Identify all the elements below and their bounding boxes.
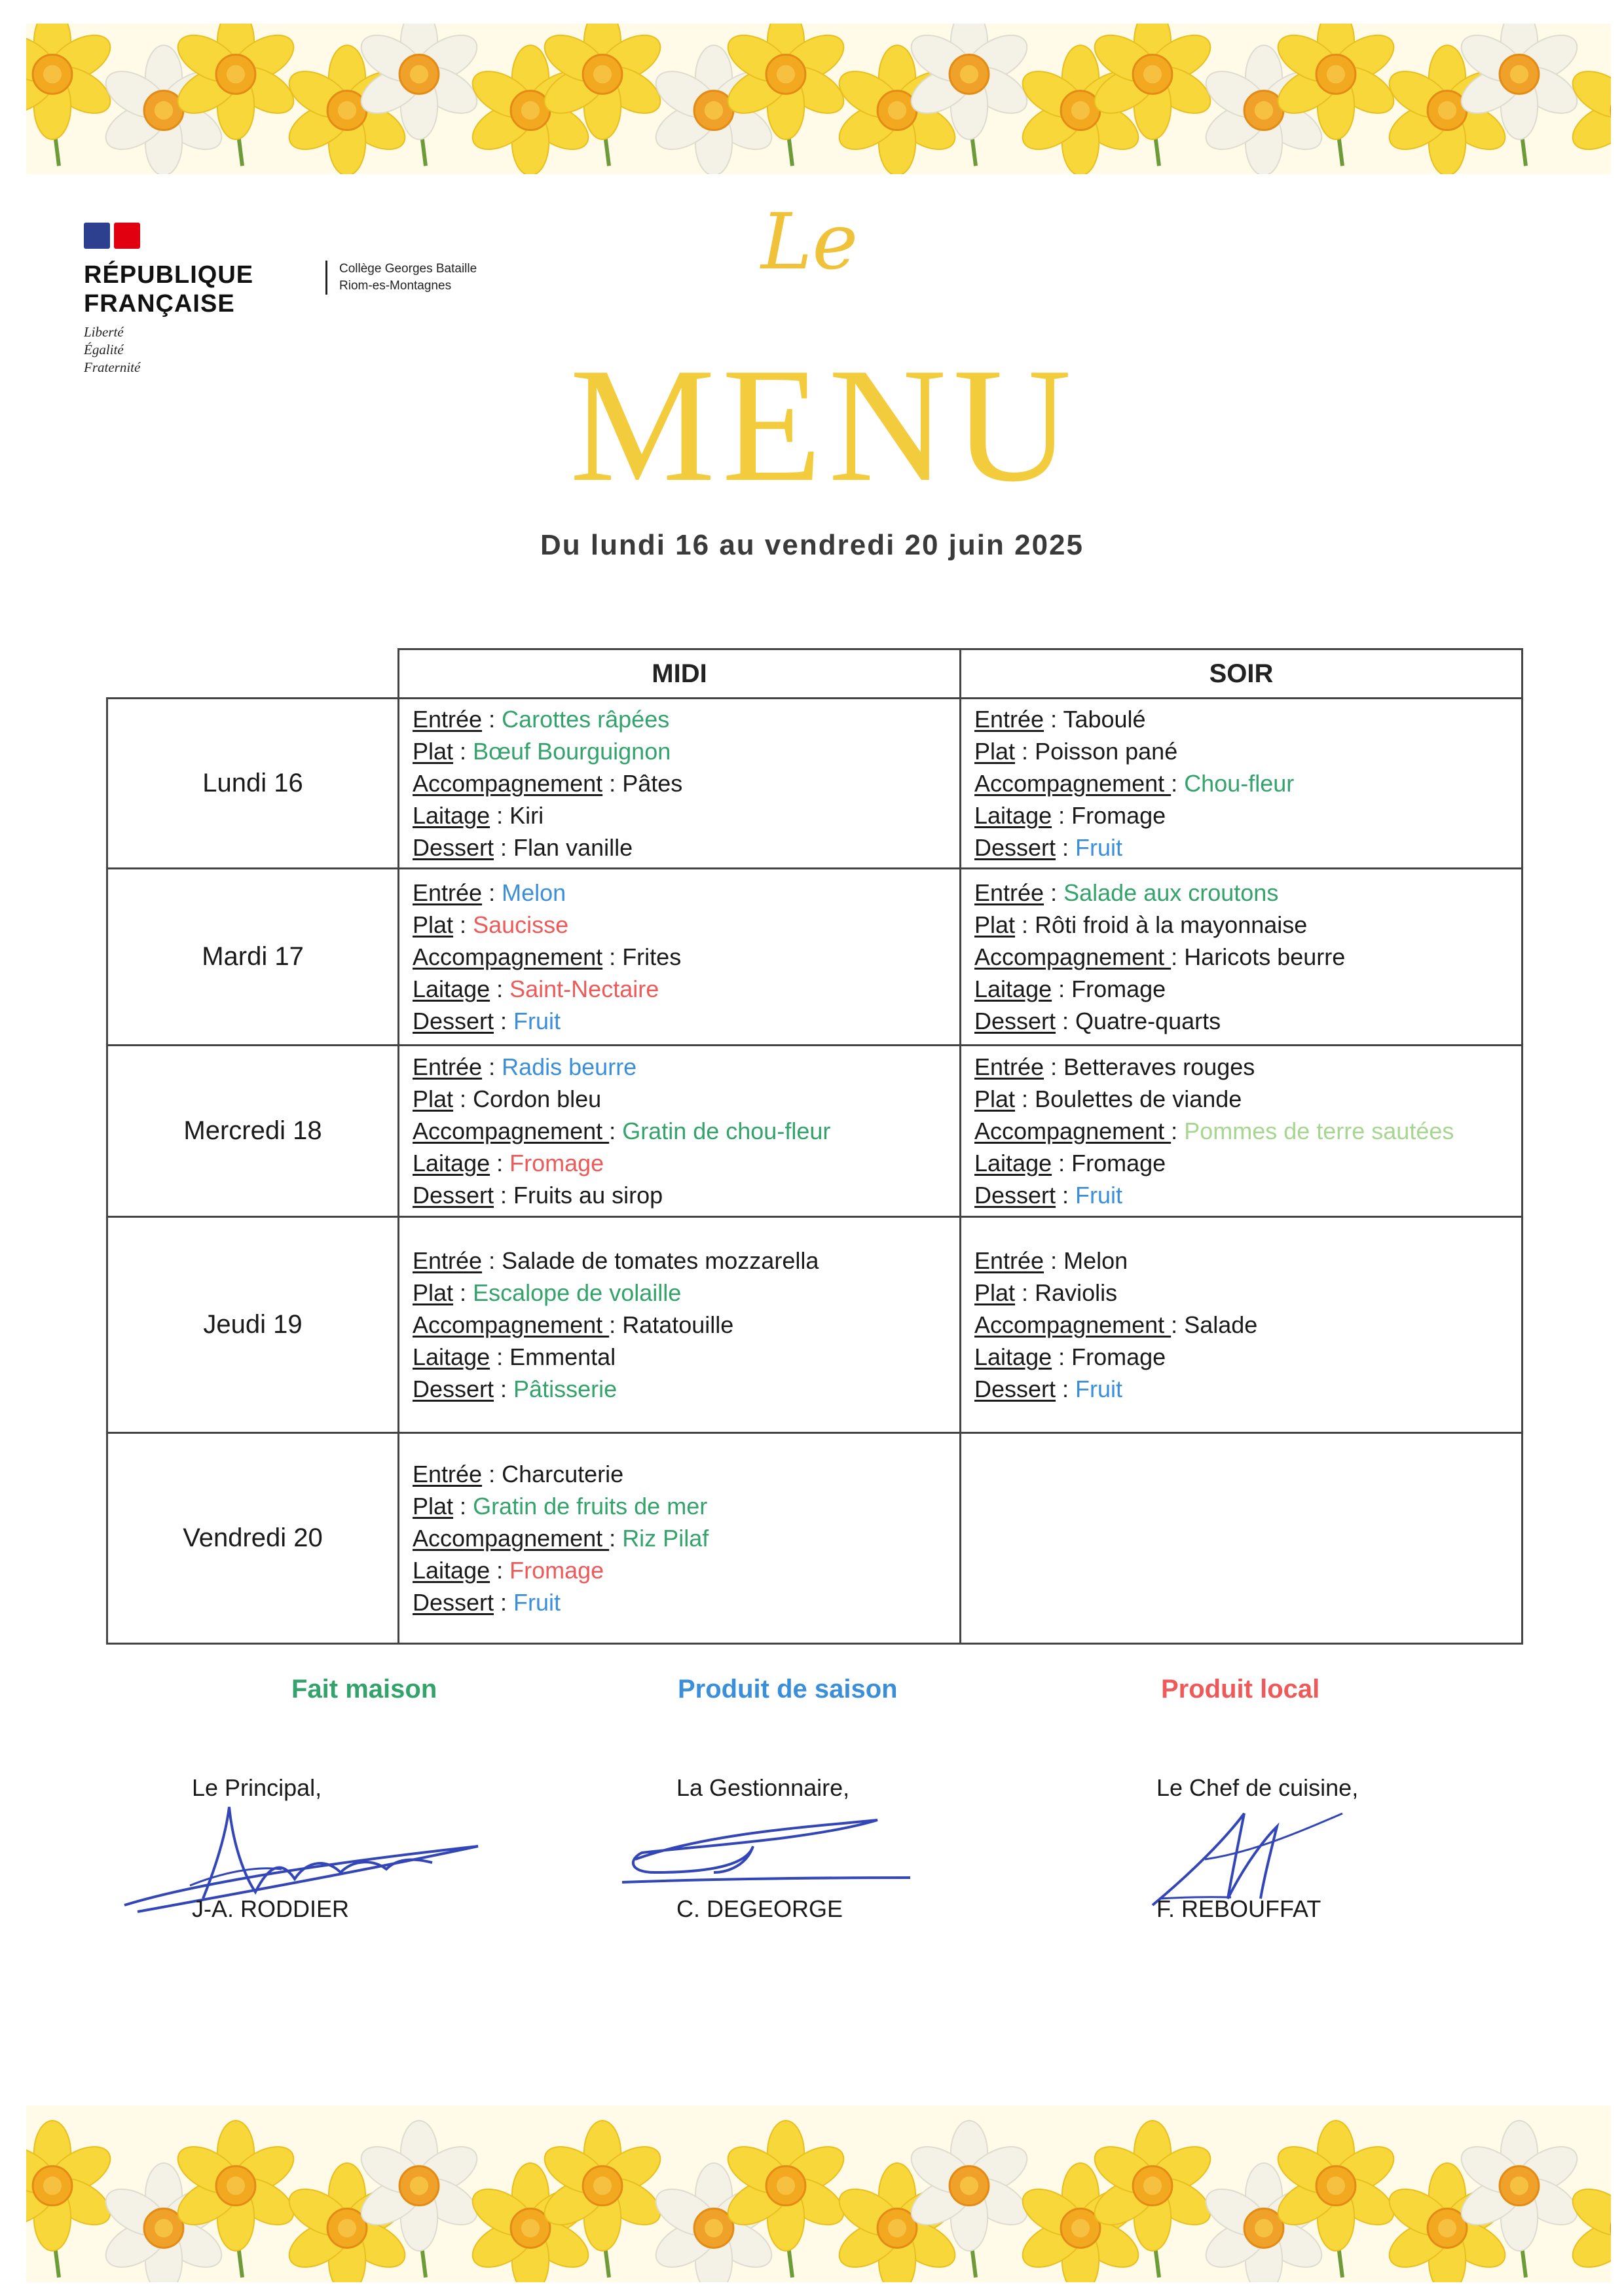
menu-item-separator: : <box>490 1557 510 1584</box>
signature-title-chef: Le Chef de cuisine, <box>1156 1774 1359 1801</box>
menu-item-value: Pommes de terre sautées <box>1184 1118 1454 1144</box>
menu-item-separator: : <box>453 911 473 938</box>
menu-item-label: Plat <box>974 738 1016 765</box>
menu-item-label: Entrée <box>413 879 483 906</box>
menu-item-value: Carottes râpées <box>502 706 670 733</box>
menu-cell-soir <box>961 1046 1522 1217</box>
menu-item-separator: : <box>453 1279 473 1306</box>
menu-item <box>413 1005 946 1037</box>
menu-item-value: Charcuterie <box>502 1461 624 1487</box>
menu-item <box>974 1115 1508 1147</box>
menu-item-separator: : <box>609 1311 623 1338</box>
college-name-line-1: Collège Georges Bataille <box>339 262 477 276</box>
menu-item-label: Laitage <box>413 802 490 829</box>
menu-item-separator: : <box>1044 879 1064 906</box>
menu-item-separator: : <box>494 1376 514 1402</box>
menu-item <box>413 1083 946 1115</box>
signature-title-principal: Le Principal, <box>192 1774 322 1801</box>
menu-item <box>413 1051 946 1083</box>
table-row <box>107 699 1522 869</box>
day-label: Lundi 16 <box>107 699 399 869</box>
menu-item-separator: : <box>482 1053 502 1080</box>
menu-item-label: Dessert <box>413 1376 494 1402</box>
menu-item-label: Entrée <box>974 706 1044 733</box>
motto-liberte: Liberté <box>84 324 124 340</box>
menu-item <box>974 1051 1508 1083</box>
menu-item <box>413 909 946 941</box>
menu-item-separator: : <box>490 802 510 829</box>
menu-item-separator: : <box>1044 1053 1064 1080</box>
menu-item-separator: : <box>494 834 514 861</box>
menu-item-value: Gratin de chou-fleur <box>622 1118 831 1144</box>
menu-item-value: Frites <box>622 943 682 970</box>
menu-cell-soir <box>961 869 1522 1046</box>
menu-item <box>413 767 946 799</box>
menu-body <box>107 699 1522 1644</box>
menu-item-label: Dessert <box>413 1182 494 1209</box>
menu-cell-soir <box>961 1433 1522 1644</box>
table-row <box>107 1433 1522 1644</box>
menu-item <box>413 831 946 864</box>
legend-produit-de-saison: Produit de saison <box>678 1675 898 1704</box>
menu-item <box>974 799 1508 831</box>
signature-name-principal: J-A. RODDIER <box>192 1895 350 1922</box>
table-header-row <box>107 649 1522 699</box>
menu-item-separator: : <box>453 738 473 765</box>
menu-item <box>413 1309 946 1341</box>
menu-item-separator: : <box>490 975 510 1002</box>
menu-item-value: Saucisse <box>473 911 569 938</box>
menu-item-value: Fruit <box>1075 834 1123 861</box>
menu-item-label: Accompagnement <box>413 1118 610 1144</box>
menu-item-value: Emmental <box>509 1343 616 1370</box>
menu-item <box>974 1179 1508 1211</box>
menu-item-separator: : <box>1015 1085 1035 1112</box>
menu-item-value: Riz Pilaf <box>622 1525 709 1552</box>
menu-item-label: Plat <box>413 911 454 938</box>
menu-item-label: Accompagnement <box>974 1118 1172 1144</box>
menu-item-label: Entrée <box>974 1247 1044 1274</box>
menu-item-separator: : <box>482 879 502 906</box>
menu-item <box>974 767 1508 799</box>
table-row <box>107 1046 1522 1217</box>
menu-item-separator: : <box>609 1525 623 1552</box>
menu-cell-midi <box>399 1217 961 1433</box>
motto-fraternite: Fraternité <box>84 359 141 375</box>
menu-item-separator: : <box>602 943 623 970</box>
menu-item-value: Salade <box>1184 1311 1258 1338</box>
day-label: Mardi 17 <box>107 869 399 1046</box>
menu-item-label: Laitage <box>413 1343 490 1370</box>
menu-cell-soir <box>961 1217 1522 1433</box>
menu-item-separator: : <box>453 1493 473 1520</box>
menu-item-separator: : <box>453 1085 473 1112</box>
menu-item-label: Accompagnement <box>974 770 1172 797</box>
menu-item-separator: : <box>494 1182 514 1209</box>
menu-item-label: Laitage <box>974 1343 1052 1370</box>
menu-item-value: Betteraves rouges <box>1063 1053 1255 1080</box>
menu-item <box>413 1245 946 1277</box>
menu-item-separator: : <box>1052 1150 1072 1176</box>
menu-item-label: Accompagnement <box>413 1525 610 1552</box>
menu-cell-soir <box>961 699 1522 869</box>
menu-item-value: Fruit <box>513 1589 561 1616</box>
menu-item-value: Fruit <box>1075 1376 1123 1402</box>
menu-item <box>413 703 946 735</box>
menu-item-separator: : <box>482 1247 502 1274</box>
signature-name-chef: F. REBOUFFAT <box>1156 1895 1321 1922</box>
menu-item-value: Fromage <box>509 1557 604 1584</box>
republique-title-line-2: FRANÇAISE <box>84 290 235 318</box>
menu-item-separator: : <box>1171 1118 1185 1144</box>
menu-item-separator: : <box>1015 911 1035 938</box>
menu-item-label: Laitage <box>974 1150 1052 1176</box>
menu-item-separator: : <box>602 770 623 797</box>
menu-item-label: Laitage <box>974 975 1052 1002</box>
menu-item-separator: : <box>1056 1008 1076 1034</box>
menu-item <box>974 909 1508 941</box>
menu-item <box>413 877 946 909</box>
menu-item <box>413 735 946 767</box>
menu-item-separator: : <box>1044 706 1063 733</box>
menu-item-label: Laitage <box>413 975 490 1002</box>
column-header-midi: MIDI <box>399 649 961 699</box>
menu-item-label: Laitage <box>413 1557 490 1584</box>
menu-item-value: Boulettes de viande <box>1035 1085 1242 1112</box>
legend-fait-maison: Fait maison <box>291 1675 437 1704</box>
menu-item-label: Plat <box>974 1279 1016 1306</box>
menu-item-value: Pâtes <box>622 770 683 797</box>
menu-item-value: Fruit <box>1075 1182 1123 1209</box>
menu-item-separator: : <box>1171 770 1185 797</box>
menu-item-value: Escalope de volaille <box>473 1279 682 1306</box>
menu-item <box>974 1277 1508 1309</box>
menu-item-separator: : <box>1015 1279 1035 1306</box>
menu-item-label: Dessert <box>974 1376 1056 1402</box>
marianne-flag-icon <box>84 223 280 251</box>
menu-item-label: Laitage <box>413 1150 490 1176</box>
menu-item-label: Entrée <box>413 1247 483 1274</box>
menu-item-value: Fromage <box>509 1150 604 1176</box>
menu-table <box>106 648 1523 1645</box>
menu-item-value: Chou-fleur <box>1184 770 1295 797</box>
menu-item-label: Plat <box>413 1493 454 1520</box>
menu-item-label: Accompagnement <box>413 1311 610 1338</box>
menu-item-value: Raviolis <box>1035 1279 1118 1306</box>
day-label: Jeudi 19 <box>107 1217 399 1433</box>
menu-item-label: Plat <box>413 738 454 765</box>
menu-item-value: Salade de tomates mozzarella <box>502 1247 819 1274</box>
menu-item-value: Fromage <box>1071 975 1166 1002</box>
menu-item-label: Dessert <box>974 1182 1056 1209</box>
menu-item-value: Pâtisserie <box>513 1376 618 1402</box>
date-range-subtitle: Du lundi 16 au vendredi 20 juin 2025 <box>540 529 1084 561</box>
menu-item-value: Ratatouille <box>622 1311 734 1338</box>
menu-item-separator: : <box>494 1008 514 1034</box>
menu-item-separator: : <box>1171 1311 1185 1338</box>
menu-item-separator: : <box>1052 802 1072 829</box>
menu-item-value: Rôti froid à la mayonnaise <box>1035 911 1308 938</box>
day-label: Mercredi 18 <box>107 1046 399 1217</box>
title-le: Le <box>761 196 858 287</box>
college-name-line-2: Riom-es-Montagnes <box>339 279 452 293</box>
table-row <box>107 1217 1522 1433</box>
signature-gestionnaire-handwritten <box>616 1800 917 1899</box>
menu-item <box>974 1147 1508 1179</box>
menu-item-value: Melon <box>502 879 566 906</box>
menu-item-value: Flan vanille <box>513 834 633 861</box>
menu-item-label: Dessert <box>413 834 494 861</box>
menu-item <box>413 1115 946 1147</box>
menu-item <box>974 831 1508 864</box>
header-blank-cell <box>107 649 399 699</box>
menu-item-separator: : <box>1015 738 1035 765</box>
menu-item-label: Accompagnement <box>413 943 603 970</box>
menu-item <box>413 1458 946 1490</box>
daffodil-banner-bottom <box>26 2105 1611 2282</box>
menu-item-separator: : <box>1171 943 1185 970</box>
menu-item <box>413 1554 946 1586</box>
menu-cell-midi <box>399 869 961 1046</box>
menu-item-label: Entrée <box>413 1461 483 1487</box>
menu-item-separator: : <box>490 1343 510 1370</box>
menu-item-separator: : <box>1056 1182 1076 1209</box>
menu-item-value: Salade aux croutons <box>1063 879 1279 906</box>
menu-item-separator: : <box>490 1150 510 1176</box>
menu-item <box>413 941 946 973</box>
menu-item <box>974 1373 1508 1405</box>
menu-item <box>413 1341 946 1373</box>
daffodil-banner-top <box>26 24 1611 174</box>
menu-item <box>413 799 946 831</box>
republique-francaise-logo <box>84 223 280 376</box>
menu-item <box>974 703 1508 735</box>
menu-item-label: Dessert <box>974 834 1056 861</box>
menu-item <box>974 973 1508 1005</box>
menu-item-separator: : <box>609 1118 623 1144</box>
menu-item <box>413 1522 946 1554</box>
menu-item-label: Dessert <box>413 1589 494 1616</box>
menu-item-separator: : <box>1052 975 1072 1002</box>
menu-cell-midi <box>399 1433 961 1644</box>
menu-item-label: Dessert <box>974 1008 1056 1034</box>
menu-item-label: Laitage <box>974 802 1052 829</box>
menu-item-label: Plat <box>974 911 1016 938</box>
menu-item-value: Quatre-quarts <box>1075 1008 1221 1034</box>
page-title: MENU <box>570 335 1079 516</box>
motto-egalite: Égalité <box>84 342 124 357</box>
menu-item-value: Fromage <box>1071 1343 1166 1370</box>
menu-item-value: Cordon bleu <box>473 1085 602 1112</box>
menu-item <box>974 941 1508 973</box>
menu-item-label: Entrée <box>974 1053 1044 1080</box>
menu-item <box>413 1277 946 1309</box>
day-label: Vendredi 20 <box>107 1433 399 1644</box>
menu-cell-midi <box>399 699 961 869</box>
menu-item-value: Fruit <box>513 1008 561 1034</box>
college-name <box>325 261 477 295</box>
menu-item-value: Saint-Nectaire <box>509 975 659 1002</box>
menu-item <box>413 973 946 1005</box>
menu-item <box>413 1147 946 1179</box>
menu-item-separator: : <box>494 1589 514 1616</box>
menu-item-label: Accompagnement <box>974 1311 1172 1338</box>
menu-item <box>413 1586 946 1618</box>
menu-item-label: Dessert <box>413 1008 494 1034</box>
menu-item-label: Plat <box>413 1085 454 1112</box>
menu-item-label: Entrée <box>413 1053 483 1080</box>
menu-item-value: Bœuf Bourguignon <box>473 738 671 765</box>
menu-item-separator: : <box>1056 834 1076 861</box>
menu-item-value: Kiri <box>509 802 544 829</box>
menu-item-label: Accompagnement <box>974 943 1172 970</box>
legend-produit-local: Produit local <box>1161 1675 1320 1704</box>
menu-item <box>413 1373 946 1405</box>
menu-item-separator: : <box>482 706 502 733</box>
menu-item-separator: : <box>1056 1376 1076 1402</box>
signature-title-gestionnaire: La Gestionnaire, <box>676 1774 850 1801</box>
menu-item <box>974 1005 1508 1037</box>
menu-item <box>974 1341 1508 1373</box>
menu-item <box>974 1309 1508 1341</box>
menu-item-label: Entrée <box>974 879 1044 906</box>
menu-item-value: Radis beurre <box>502 1053 637 1080</box>
menu-item <box>413 1179 946 1211</box>
menu-item-label: Entrée <box>413 706 483 733</box>
menu-item-value: Poisson pané <box>1035 738 1178 765</box>
menu-item-separator: : <box>482 1461 502 1487</box>
menu-item <box>974 1245 1508 1277</box>
menu-item-label: Plat <box>974 1085 1016 1112</box>
menu-cell-midi <box>399 1046 961 1217</box>
menu-item <box>974 735 1508 767</box>
menu-item-separator: : <box>1044 1247 1064 1274</box>
menu-item-value: Fromage <box>1071 802 1166 829</box>
column-header-soir: SOIR <box>961 649 1522 699</box>
menu-item <box>974 1083 1508 1115</box>
menu-item-value: Gratin de fruits de mer <box>473 1493 708 1520</box>
menu-item-label: Plat <box>413 1279 454 1306</box>
menu-item <box>413 1490 946 1522</box>
menu-item-separator: : <box>1052 1343 1072 1370</box>
menu-item-value: Fromage <box>1071 1150 1166 1176</box>
signature-name-gestionnaire: C. DEGEORGE <box>676 1895 843 1922</box>
table-row <box>107 869 1522 1046</box>
menu-item-label: Accompagnement <box>413 770 603 797</box>
menu-item-value: Taboulé <box>1063 706 1146 733</box>
menu-item-value: Fruits au sirop <box>513 1182 663 1209</box>
menu-item-value: Melon <box>1063 1247 1128 1274</box>
republique-title-line-1: RÉPUBLIQUE <box>84 261 254 289</box>
menu-item <box>974 877 1508 909</box>
menu-item-value: Haricots beurre <box>1184 943 1346 970</box>
